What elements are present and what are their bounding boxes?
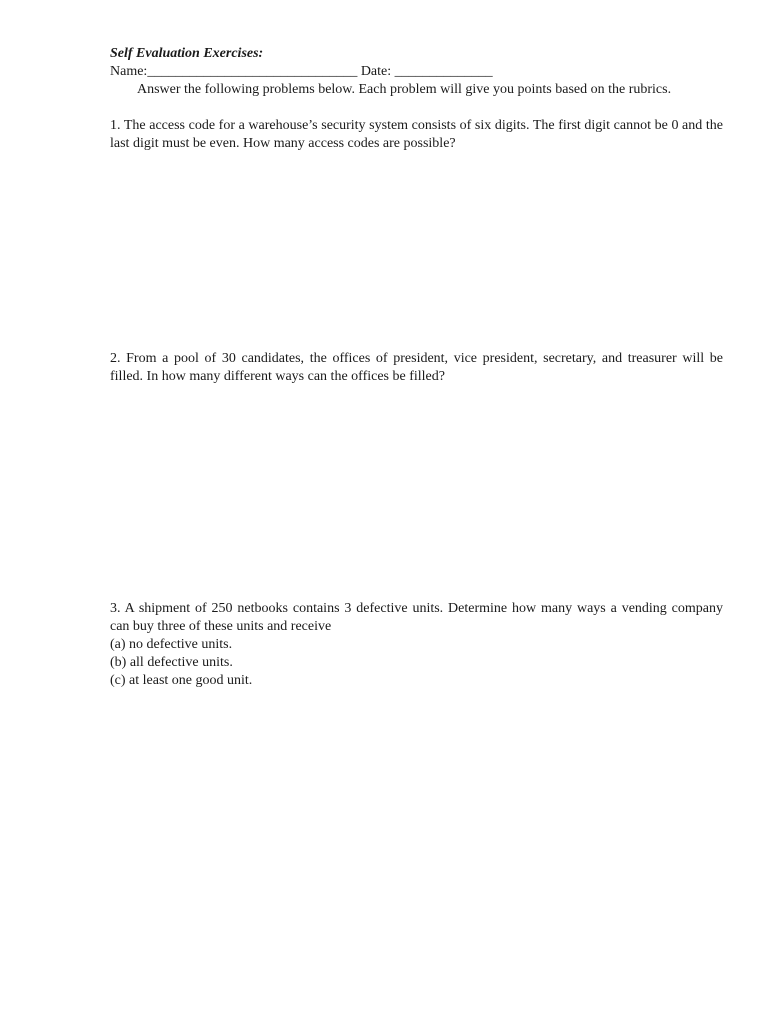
problem-2: 2. From a pool of 30 candidates, the offices of president, vice president, secretary, and treasurer will be filled. In how many different ways can the offices be filled? <box>110 351 723 384</box>
problem-3-block <box>110 600 723 690</box>
document-content <box>110 45 723 688</box>
document-title: Self Evaluation Exercises: <box>110 46 264 61</box>
problem-1: 1. The access code for a warehouse’s security system consists of six digits. The first digit cannot be 0 and the last digit must be even. How many access codes are possible? <box>110 118 723 151</box>
problem-3: 3. A shipment of 250 netbooks contains 3 defective units. Determine how many ways a vending company can buy three of these units and receive <box>110 601 723 634</box>
problem-3-option-a: (a) no defective units. <box>110 637 233 652</box>
instructions-text: Answer the following problems below. Each problem will give you points based on the rubrics. <box>137 82 672 97</box>
problem-3-option-c: (c) at least one good unit. <box>110 673 253 688</box>
name-date-line: Name:______________________________ Date: ______________ <box>110 64 493 79</box>
problem-3-option-b: (b) all defective units. <box>110 655 233 670</box>
